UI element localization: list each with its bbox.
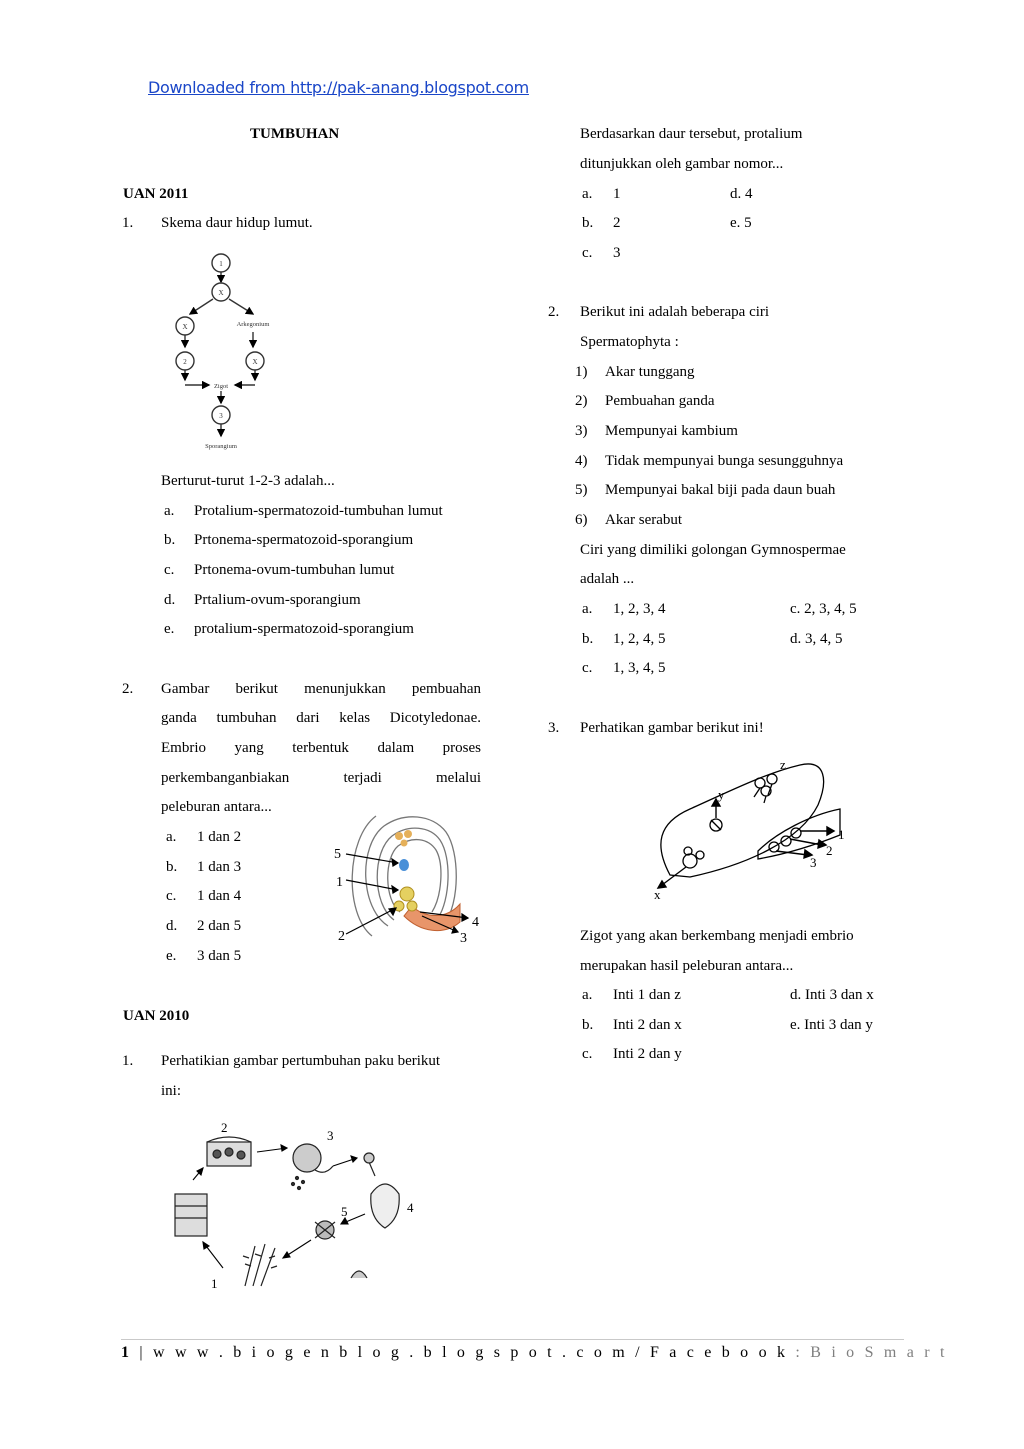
question-text-line: ganda tumbuhan dari kelas Dicotyledonae.	[161, 710, 481, 726]
question-number: 2.	[548, 304, 560, 320]
question-text-line: Gambar berikut menunjukkan pembuahan	[161, 681, 481, 697]
question-prompt: Berturut-turut 1-2-3 adalah...	[161, 473, 335, 489]
option-text[interactable]: 1, 3, 4, 5	[613, 660, 666, 676]
option-text[interactable]: 2	[613, 215, 621, 231]
list-key: 3)	[575, 423, 588, 439]
option-key: c.	[582, 1046, 593, 1062]
moss-life-cycle-diagram	[165, 250, 285, 455]
option-text[interactable]: Protalium-spermatozoid-tumbuhan lumut	[194, 503, 443, 519]
option-key: a.	[582, 601, 593, 617]
option-key: c.	[582, 245, 593, 261]
diagram-label: Zigot	[213, 383, 229, 390]
list-item: Akar serabut	[605, 512, 683, 528]
double-fertilization-figure	[332, 808, 484, 948]
option-key: b.	[582, 215, 594, 231]
figure-label: 2	[338, 929, 345, 944]
list-key: 6)	[575, 512, 588, 528]
option-key: e.	[164, 621, 175, 637]
option-key: d.	[164, 592, 176, 608]
question-text-line: Perhatikan gambar berikut ini!	[580, 720, 764, 736]
question-text-line: merupakan hasil peleburan antara...	[580, 958, 794, 974]
diagram-label: X	[252, 358, 258, 366]
option-text[interactable]: 1 dan 2	[197, 829, 242, 845]
option-key: b.	[164, 532, 176, 548]
option-text[interactable]: e. Inti 3 dan y	[790, 1017, 873, 1033]
option-text[interactable]: 1, 2, 4, 5	[613, 631, 666, 647]
option-text[interactable]: Inti 2 dan y	[613, 1046, 682, 1062]
figure-label: 3	[810, 855, 817, 870]
option-text[interactable]: 1, 2, 3, 4	[613, 601, 666, 617]
question-number: 2.	[122, 681, 134, 697]
option-key: a.	[582, 186, 593, 202]
option-text[interactable]: 1 dan 3	[197, 859, 242, 875]
question-text-line: Berikut ini adalah beberapa ciri	[580, 304, 770, 320]
question-text-line: ditunjukkan oleh gambar nomor...	[580, 156, 784, 172]
diagram-label: Arkegonium	[236, 321, 270, 328]
option-text[interactable]: 3 dan 5	[197, 948, 242, 964]
footer-colon: :	[795, 1344, 804, 1361]
option-text[interactable]: Inti 1 dan z	[613, 987, 681, 1003]
option-key: b.	[166, 859, 178, 875]
question-number: 1.	[122, 215, 134, 231]
option-text[interactable]: Prtonema-spermatozoid-sporangium	[194, 532, 414, 548]
list-key: 1)	[575, 364, 588, 380]
figure-label: 5	[341, 1204, 348, 1219]
option-key: a.	[166, 829, 177, 845]
list-item: Pembuahan ganda	[605, 393, 715, 409]
figure-label: y	[718, 787, 725, 802]
diagram-label: X	[182, 323, 188, 331]
option-text[interactable]: Prtonema-ovum-tumbuhan lumut	[194, 562, 395, 578]
question-text-line: adalah ...	[580, 571, 635, 587]
option-key: b.	[582, 1017, 594, 1033]
list-key: 4)	[575, 453, 588, 469]
diagram-label: Sporangium	[205, 443, 237, 450]
footer-divider	[121, 1339, 904, 1340]
footer-separator: |	[139, 1344, 146, 1361]
list-item: Mempunyai kambium	[605, 423, 738, 439]
option-key: a.	[164, 503, 175, 519]
question-text-line: Embrio yang terbentuk dalam proses	[161, 740, 481, 756]
question-text: Skema daur hidup lumut.	[161, 215, 313, 231]
page-number: 1	[121, 1344, 133, 1361]
page-footer	[121, 1344, 948, 1362]
figure-label: 3	[460, 931, 467, 946]
figure-label: 2	[826, 843, 833, 858]
question-number: 3.	[548, 720, 560, 736]
option-key: c.	[166, 888, 177, 904]
diagram-label: X	[218, 289, 224, 297]
option-text[interactable]: d. Inti 3 dan x	[790, 987, 874, 1003]
list-key: 5)	[575, 482, 588, 498]
option-text[interactable]: 1 dan 4	[197, 888, 242, 904]
figure-label: 1	[838, 827, 845, 842]
figure-label: 4	[472, 915, 479, 930]
option-text[interactable]: 3	[613, 245, 621, 261]
figure-label: 3	[327, 1128, 334, 1143]
figure-label: 5	[334, 847, 341, 862]
question-text-line: Perhatikian gambar pertumbuhan paku berikut	[161, 1053, 441, 1069]
figure-label: 4	[407, 1200, 414, 1215]
question-text-line: peleburan antara...	[161, 799, 272, 815]
option-key: e.	[166, 948, 177, 964]
list-key: 2)	[575, 393, 588, 409]
section-uan-2011: UAN 2011	[123, 186, 189, 202]
pollen-embryo-sac-figure	[650, 755, 860, 905]
question-text-line: Berdasarkan daur tersebut, protalium	[580, 126, 803, 142]
list-item: Mempunyai bakal biji pada daun buah	[605, 482, 836, 498]
list-item: Tidak mempunyai bunga sesungguhnya	[605, 453, 844, 469]
footer-website: w w w . b i o g e n b l o g . b l o g s p o t . c o m / F a c e b o o k	[153, 1344, 789, 1361]
download-source-link[interactable]: Downloaded from http://pak-anang.blogspot.com	[148, 78, 529, 97]
option-text[interactable]: Prtalium-ovum-sporangium	[194, 592, 361, 608]
question-text-line: Ciri yang dimiliki golongan Gymnospermae	[580, 542, 846, 558]
figure-label: z	[780, 757, 786, 772]
question-number: 1.	[122, 1053, 134, 1069]
figure-label: x	[654, 887, 661, 902]
option-text[interactable]: e. 5	[730, 215, 752, 231]
option-text[interactable]: protalium-spermatozoid-sporangium	[194, 621, 414, 637]
page-title: TUMBUHAN	[250, 126, 340, 142]
option-text[interactable]: d. 4	[730, 186, 753, 202]
option-text[interactable]: 2 dan 5	[197, 918, 242, 934]
diagram-label: 3	[219, 412, 223, 420]
figure-label: 1	[336, 875, 343, 890]
option-text[interactable]: 1	[613, 186, 621, 202]
figure-label: 1	[211, 1276, 218, 1291]
section-uan-2010: UAN 2010	[123, 1008, 190, 1024]
diagram-label: 2	[183, 358, 187, 366]
fern-life-cycle-figure	[165, 1118, 425, 1294]
option-key: a.	[582, 987, 593, 1003]
option-key: c.	[582, 660, 593, 676]
question-text-line: Zigot yang akan berkembang menjadi embrio	[580, 928, 854, 944]
option-key: c.	[164, 562, 175, 578]
list-item: Akar tunggang	[605, 364, 695, 380]
question-text-line: perkembanganbiakan terjadi melalui	[161, 770, 481, 786]
figure-label: 2	[221, 1120, 228, 1135]
option-text[interactable]: c. 2, 3, 4, 5	[790, 601, 857, 617]
question-text-line: ini:	[161, 1083, 182, 1099]
option-text[interactable]: d. 3, 4, 5	[790, 631, 843, 647]
question-text-line: Spermatophyta :	[580, 334, 679, 350]
option-key: d.	[166, 918, 178, 934]
option-text[interactable]: Inti 2 dan x	[613, 1017, 682, 1033]
diagram-label: 1	[219, 260, 223, 268]
footer-brand: B i o S m a r t	[810, 1344, 948, 1361]
option-key: b.	[582, 631, 594, 647]
